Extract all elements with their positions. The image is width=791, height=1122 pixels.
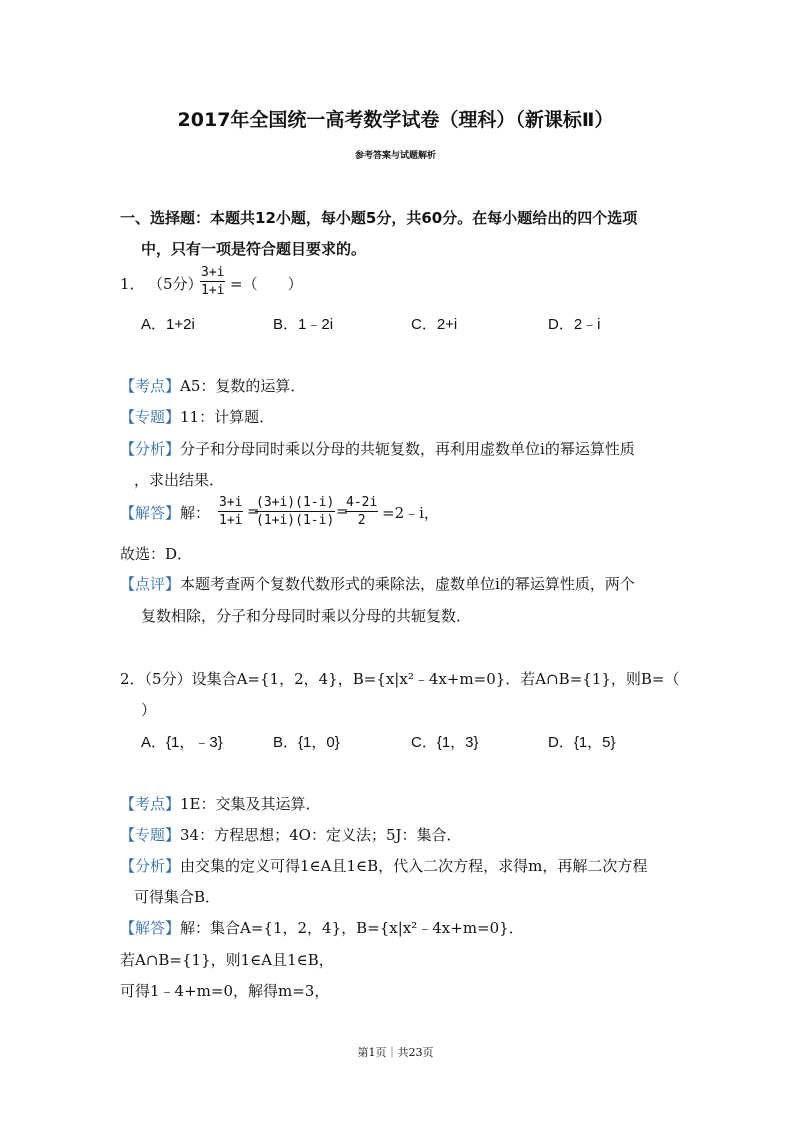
q2-solution-line3: 可得1﹣4+m=0，解得m=3， bbox=[120, 982, 330, 1000]
q1-zhuanti-tag: 【专题】 bbox=[120, 408, 181, 426]
q1-answer: 故选：D． bbox=[120, 545, 193, 563]
page-title: 2017年全国统一高考数学试卷（理科）（新课标Ⅱ） bbox=[177, 109, 614, 131]
q1-fraction bbox=[200, 264, 225, 299]
q1-number: 1． bbox=[120, 275, 145, 293]
q1-score: （5分） bbox=[148, 275, 203, 293]
q1-fenxi-line2: ，求出结果． bbox=[134, 471, 225, 489]
section-heading-line1: 一、选择题：本题共12小题，每小题5分，共60分。在每小题给出的四个选项 bbox=[120, 209, 638, 227]
q1-solution-f2-num: (3+i)(1-i) bbox=[256, 495, 335, 510]
q1-fraction-denominator: 1+i bbox=[201, 283, 225, 298]
page-subtitle: 参考答案与试题解析 bbox=[354, 151, 436, 161]
q2-kaodian-tag: 【考点】 bbox=[120, 795, 181, 813]
q1-option-a: A．1+2i bbox=[141, 316, 195, 333]
q2-fenxi-line2: 可得集合B． bbox=[134, 888, 221, 906]
q1-solution-equals-1: = bbox=[247, 502, 260, 520]
q1-stem-tail: =（ ） bbox=[230, 275, 303, 293]
q2-zhuanti-text: 34：方程思想；4O：定义法；5J：集合． bbox=[180, 826, 462, 844]
q1-option-d: D．2﹣i bbox=[548, 316, 601, 333]
q1-dianping bbox=[120, 573, 635, 594]
q1-option-c: C．2+i bbox=[411, 316, 458, 333]
q1-zhuanti bbox=[120, 406, 274, 427]
section-heading-line2: 中，只有一项是符合题目要求的。 bbox=[141, 240, 367, 258]
q2-kaodian-text: 1E：交集及其运算． bbox=[180, 795, 321, 813]
q2-jieda-tag: 【解答】 bbox=[120, 919, 181, 937]
q1-solution-equals-2: = bbox=[336, 502, 349, 520]
q2-jieda bbox=[120, 917, 524, 938]
q1-solution-fraction-1 bbox=[218, 494, 243, 529]
q2-fenxi-tag: 【分析】 bbox=[120, 857, 181, 875]
q2-stem-line2: ） bbox=[141, 701, 157, 719]
q2-zhuanti-tag: 【专题】 bbox=[120, 826, 181, 844]
q2-jieda-text: 解：集合A={1，2，4}，B={x|x²﹣4x+m=0}． bbox=[180, 919, 524, 937]
q1-kaodian-tag: 【考点】 bbox=[120, 377, 181, 395]
q1-dianping-line1: 本题考查两个复数代数形式的乘除法，虚数单位i的幂运算性质，两个 bbox=[180, 575, 635, 593]
q1-solution-f3-den: 2 bbox=[357, 513, 366, 528]
q2-solution-line2: 若A∩B={1}，则1∈A且1∈B， bbox=[120, 951, 334, 969]
q1-solution-f2-den: (1+i)(1-i) bbox=[256, 513, 335, 528]
q2-stem-line1: 2．（5分）设集合A={1，2，4}，B={x|x²﹣4x+m=0}．若A∩B={1}，则B=（ bbox=[120, 670, 680, 688]
q1-solution-f1-num: 3+i bbox=[219, 495, 243, 510]
q1-fenxi bbox=[120, 438, 635, 459]
q1-kaodian-text: A5：复数的运算． bbox=[180, 377, 306, 395]
page-footer: 第1页｜共23页 bbox=[357, 1046, 434, 1059]
q1-kaodian bbox=[120, 375, 305, 396]
q1-dianping-line2: 复数相除，分子和分母同时乘以分母的共轭复数． bbox=[141, 607, 472, 625]
q1-fenxi-tag: 【分析】 bbox=[120, 440, 181, 458]
q1-solution-fraction-2 bbox=[255, 494, 335, 529]
q2-option-a: A．{1，﹣3} bbox=[141, 734, 223, 751]
q2-zhuanti bbox=[120, 824, 462, 845]
q1-fraction-numerator: 3+i bbox=[201, 265, 225, 280]
q2-option-c: C．{1，3} bbox=[411, 734, 479, 751]
q2-fenxi bbox=[120, 855, 647, 876]
q2-option-b: B．{1，0} bbox=[273, 734, 340, 751]
q1-fenxi-line1: 分子和分母同时乘以分母的共轭复数，再利用虚数单位i的幂运算性质 bbox=[180, 440, 635, 458]
q2-fenxi-line1: 由交集的定义可得1∈A且1∈B，代入二次方程，求得m，再解二次方程 bbox=[180, 857, 648, 875]
q2-option-d: D．{1，5} bbox=[548, 734, 616, 751]
q1-dianping-tag: 【点评】 bbox=[120, 575, 181, 593]
q1-jieda-prefix: 解： bbox=[180, 504, 211, 522]
q1-solution-fraction-3 bbox=[345, 494, 378, 529]
q1-solution-f1-den: 1+i bbox=[219, 513, 243, 528]
q1-jieda bbox=[120, 502, 210, 523]
q1-zhuanti-text: 11：计算题． bbox=[180, 408, 275, 426]
q1-jieda-tag: 【解答】 bbox=[120, 504, 181, 522]
q1-option-b: B．1﹣2i bbox=[273, 316, 334, 333]
q1-solution-result: =2﹣i， bbox=[382, 504, 439, 522]
q1-solution-f3-num: 4-2i bbox=[346, 495, 378, 510]
q2-kaodian bbox=[120, 793, 321, 814]
